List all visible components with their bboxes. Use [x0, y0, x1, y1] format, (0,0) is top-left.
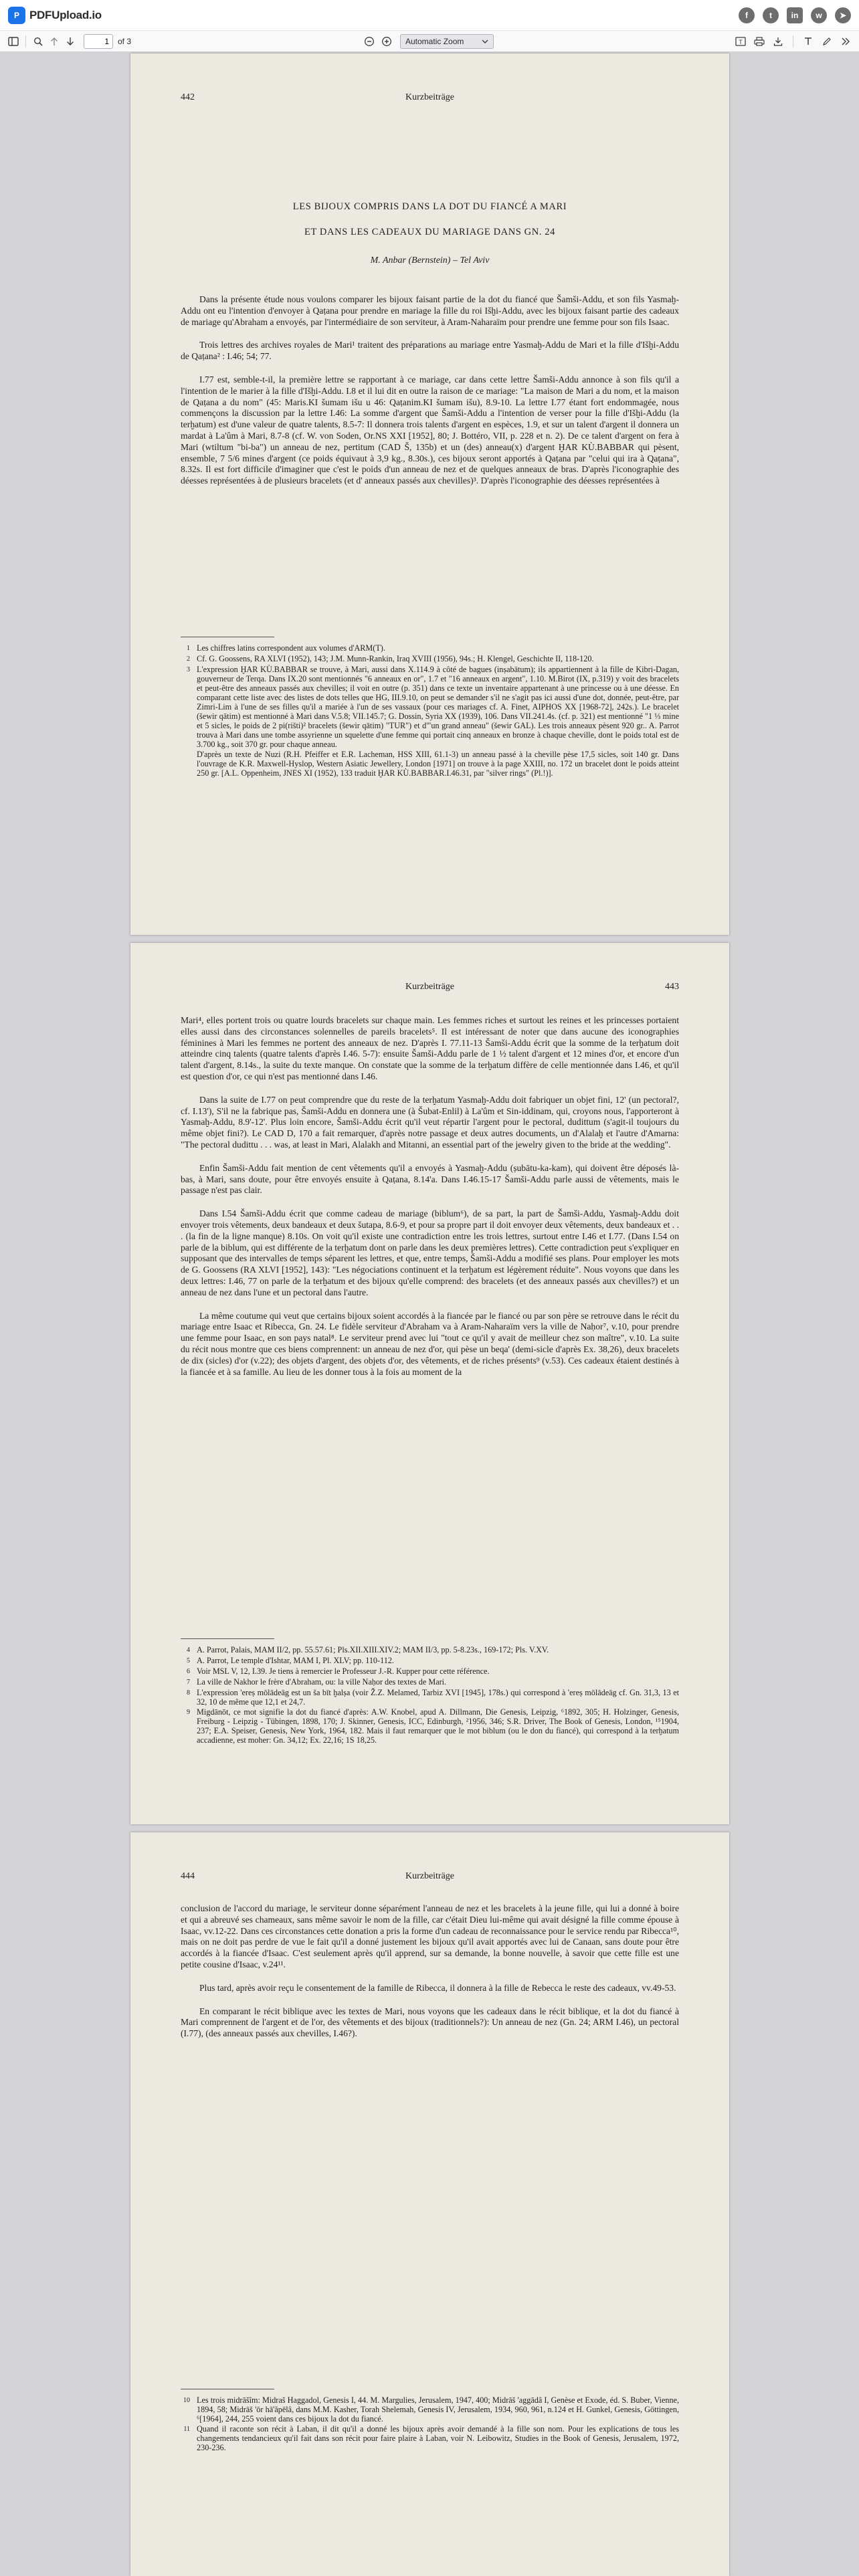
site-header [0, 0, 859, 31]
linkedin-share-icon[interactable]: in [787, 7, 803, 23]
print-icon[interactable] [751, 33, 767, 49]
footnotes [181, 643, 679, 778]
zoom-controls [361, 33, 494, 49]
page-number: 443 [665, 982, 679, 992]
footnote: 1 Les chiffres latins correspondent aux volumes d'ARM(T). [187, 643, 385, 653]
footnote: 6 Voir MSL V, 12, I.39. Je tiens à remercier le Professeur J.-R. Kupper pour cette référence. [187, 1667, 490, 1676]
page-count-label: of 3 [118, 36, 132, 46]
svg-text:T: T [739, 39, 743, 45]
footnote: 5 A. Parrot, Le temple d'Ishtar, MAM I, Pl. XLV; pp. 110-112. [187, 1656, 394, 1665]
find-icon[interactable] [30, 33, 46, 49]
footnote: 2 Cf. G. Goossens, RA XLVI (1952), 143; J.M. Munn-Rankin, Iraq XVIII (1956), 94s.; H. Klengel, Geschichte II, 118-120. [187, 654, 594, 663]
zoom-select-value: Automatic Zoom [405, 37, 464, 46]
article-title-line: ET DANS LES CADEAUX DU MARIAGE DANS GN. 24 [304, 227, 555, 237]
footnotes [181, 2395, 679, 2453]
sidebar-toggle-icon[interactable] [5, 33, 21, 49]
pdf-page-3 [130, 1832, 729, 2576]
body-text [181, 294, 679, 491]
presentation-mode-icon[interactable] [733, 33, 749, 49]
paragraph: Trois lettres des archives royales de Mari¹ traitent des préparations au mariage entre Yasmaḫ-Addu de Mari et la fille d'Išḫi-Addu de Qaṭana² : I.46; 54; 77. [181, 340, 679, 362]
paragraph: Mari⁴, elles portent trois ou quatre lourds bracelets sur chaque main. Les femmes riches et surtout les reines et les princesses portaient elles aussi dans des circonstances solennelles de pareils bracelets⁵. Il est intéressant de noter que dans aucune des iconographies féminines à Mari les femmes ne portent des anneaux de nez. D'après I. 77.11-13 Šamši-Addu écrit que la somme de la terḫatum doit atteindre cinq talents (quatre talents d'après I.46. 5-7): ensuite Šamši-Addu parle de 1 ½ talent d'argent et 12 mines d'or, et encore d'un talent d'argent, 8.14s., la suite du texte manque. On constate que la somme de la terḫatum diffère de celle mentionnée dans I.46, et qu'il est question d'or, ce qui n'est pas mentionné dans I.46. [181, 1015, 679, 1081]
more-tools-icon[interactable] [838, 33, 854, 49]
article-title-line: LES BIJOUX COMPRIS DANS LA DOT DU FIANCÉ A MARI [292, 201, 567, 212]
page-number: 444 [181, 1871, 195, 1881]
footnote: 8 L'expression 'ereṣ mōlādeāg est un ša bīt ḫalṣa (voir Ž.Z. Melamed, Tarbiz XVI [1945], 178s.) qui correspond à 'ereṣ mōlādeāg cf. Gn. 31,3, 13 et 32, 10 de même que 12,1 et 24,7. [187, 1688, 679, 1707]
footnote: D'après un texte de Nuzi (R.H. Pfeiffer et E.R. Lacheman, HSS XIII, 61.1-3) un anneau passé à la cheville pèse 17,5 sicles, soit 140 gr. Dans l'ouvrage de K.R. Maxwell-Hyslop, Western Asiatic Jewellery, London [1971] on trouve à la page XXIII, no. 172 un bracelet dont le poids atteint 250 gr. [A.L. Oppenheim, JNES XI (1952), 133 traduit ḪAR KÙ.BABBAR.I.46.31, par "silver rings" (Pl.!)]. [197, 750, 679, 778]
footnote: 4 A. Parrot, Palais, MAM II/2, pp. 55.57.61; Pls.XII.XIII.XIV.2; MAM II/3, pp. 5-8.23s., 169-172; Pls. V.XV. [187, 1645, 549, 1654]
page-number: 442 [181, 92, 195, 102]
paragraph: Dans I.54 Šamši-Addu écrit que comme cadeau de mariage (biblum⁶), de sa part, la part de Šamši-Addu, Yasmaḫ-Addu doit envoyer trois vêtements, deux bandeaux et deux šutapa, 8.6-9, et pour sa propre part il doit envoyer deux vêtements, deux bandeaux et . . . (la fin de la ligne manque) 8.10s. On voit qu'il existe une contradiction entre les trois lettres, surtout entre I.46 et I.77. (Dans I.54 on parle de la biblum, qui est différente de la terḫatum dont on parle dans les deux premières lettres). Cette contradiction peut s'expliquer en supposant que des intervalles de temps séparent les lettres, et que, entre temps, Šamši-Addu a modifié ses plans. Pour employer les mots de G. Goossens (RA XLVI [1952], 143): "Les négociations continuent et la terḫatum est légèrement réduite". Nous voyons que dans les deux lettres: I.46, 77 on parle de la terḫatum et des bijoux qu'elle comprend: des bracelets (et des anneaux passés aux chevilles?) et un anneau de nez dans l'une et un pectoral dans l'autre. [181, 1208, 679, 1297]
site-logo-text: PDFUpload.io [29, 8, 102, 21]
running-head: Kurzbeiträge [405, 1871, 455, 1881]
pdf-page-1 [130, 53, 729, 935]
footnote: 9 Migdānōt, ce mot signifie la dot du fiancé d'après: A.W. Knobel, apud A. Dillmann, Die Genesis, Leipzig, ⁶1892, 305; H. Holzinger, Genesis, Freiburg - Leipzig - Tübingen, 1898, 170; J. Skinner, Genesis, ICC, Edinburgh, ²1956, 346; S.R. Driver, The Book of Genesis, London, ¹⁵1904, 237; E.A. Speiser, Genesis, New York, 1964, 182. Mais il faut remarquer que le mot biblum (ou le don du fiancé), qui correspond à la terḫatum accadienne, est moher: Gn. 34,12; Ex. 22,16; 1S 18,25. [187, 1707, 679, 1745]
paragraph: Enfin Šamši-Addu fait mention de cent vêtements qu'il a envoyés à Yasmaḫ-Addu (ṣubātu-ka-kam), qui doivent être déposés là-bas, à Mari, sans doute, pour être envoyés ensuite à Qaṭana, 8.14'a. Dans I.46.15-17 Šamši-Addu parle aussi de vêtements, mais le passage n'est pas clair. [181, 1162, 679, 1196]
draw-tool-icon[interactable] [819, 33, 835, 49]
paragraph: conclusion de l'accord du mariage, le serviteur donne séparément l'anneau de nez et les bracelets à la jeune fille, qui lui a donné à boire et qui a abreuvé ses chameaux, sans même savoir le nom de la fille, car c'était Dieu lui-même qui avait désigné la fille comme épouse à Isaac, vv.12-22. Dans ces circonstances cette donation a pris la forme d'un cadeau de reconnaissance pour le service rendu par Ribecca¹⁰, mais on ne doit pas perdre de vue le fait qu'il a donné justement les bijoux qu'il avait apportés avec lui de Canaan, sans doute pour être accordés à la fiancée d'Isaac. C'est seulement après qu'il apprend, sur sa demande, la bonne nouvelle, à savoir que cette fille est une petite cousine d'Isaac, v.24¹¹. [181, 1903, 679, 1969]
pdf-page-2 [130, 943, 729, 1824]
share-buttons [739, 7, 851, 23]
pdf-toolbar [0, 31, 859, 52]
zoom-out-icon[interactable] [361, 33, 377, 49]
previous-page-icon[interactable] [46, 33, 62, 49]
paragraph: La même coutume qui veut que certains bijoux soient accordés à la fiancée par le fiancé ou par son père se retrouve dans le récit du mariage entre Isaac et Ribecca, Gn. 24. Le fidèle serviteur d'Abraham va à Aram-Naharaïm vers la ville de Naḥor⁷, v.10, pour prendre une femme pour Isaac, en son pays natal⁸. Le serviteur prend avec lui "tout ce qu'il y avait de meilleur chez son maître", v.10. La suite du récit nous montre que ces biens comprennent: un anneau de nez d'or, qui pèse un beqa' (demi-sicle d'après Ex. 38,26), deux bracelets de dix (sicles) d'or (v.22); des objets d'argent, des objets d'or, des vêtements, et de riches présents⁹ (v.53). Ces cadeaux étaient destinés à la fiancée et à sa famille. Au lieu de les donner tous à la fois au moment de la [181, 1310, 679, 1377]
page-number-input[interactable] [84, 34, 113, 49]
paragraph: Dans la suite de I.77 on peut comprendre que du reste de la terḫatum Yasmaḫ-Addu doit fabriquer un objet fini, 12' (un pectoral?, cf. I.13'), S'il ne la fabrique pas, Šamši-Addu en donnera une (à Šubat-Enlil) à La'ûm et Sin-iddinam, qui, croyons nous, l'apporteront à Yasmaḫ-Addu, 8.9'-12'. Plus loin encore, Šamši-Addu écrit qu'il veut répartir l'argent pour le pectoral, dudittum (s'agit-il toujours du même objet fini?). Le CAD D, 170 a fait remarquer, d'après notre passage et deux autres documents, un d'Alalaḫ et l'autre d'Amarna: "The pectoral dudittu . . . was, at least in Mari, Alalakh and Mitanni, an essential part of the jewelry given to the bride at the wedding". [181, 1094, 679, 1150]
footnote-rule [181, 1638, 274, 1639]
twitter-share-icon[interactable]: t [763, 7, 779, 23]
telegram-share-icon[interactable]: ➤ [835, 7, 851, 23]
running-head: Kurzbeiträge [405, 92, 455, 102]
body-text [181, 1903, 679, 2044]
toolbar-right-tools [733, 33, 854, 49]
article-title [181, 199, 679, 239]
text-tool-icon[interactable] [800, 33, 816, 49]
footnote: 3 L'expression ḪAR KÙ.BABBAR se trouve, à Mari, aussi dans X.114.9 à côté de bagues (inṣabātum); ils appartiennent à la fille de Kibri-Dagan, gouverneur de Terqa. Dans IX.20 sont mentionnés "6 anneaux en or", 1.7 et "16 anneaux en argent", 1.10. M.Birot (IX, p.319) y voit des bracelets et peut-être des anneaux passés aux chevilles; il voit en outre (p. 351) dans ce texte un inventaire appartenant à une princesse ou à une déesse. En comparant cette liste avec des listes de dots telles que HG, III.9.10, on peut se demander s'il ne s'agit pas ici aussi d'une dot, donnée, peut-être, par Zimri-Lim à l'une de ses filles qu'il a mariée à l'un de ses vassaux (pour ces mariages cf. A. Finet, AIPHOS XX [1968-72], 242s.). Le bracelet (šewir qātim) est mentionné à Mari dans V.5.8; VII.145.7; G. Dossin, Syria XX (1939), 106. Dans VII.241.4s. (cf. p. 321) est mentionné "1 ⅓ mine et 5 sicles, le poids de 2 pi(rišti)² bracelets (šewir qātim) "TUR") et d'"un grand anneau" (šewir GAL). Les trois anneaux pèsent 920 gr.. A. Parrot trouva à Mari dans une tombe assyrienne un squelette d'une femme qui portait cinq anneaux en bronze à chaque cheville, dont le poids total est de 3.700 kg., soit 370 gr. pour chaque anneau. [187, 665, 679, 749]
site-logo[interactable] [8, 7, 102, 24]
zoom-in-icon[interactable] [379, 33, 395, 49]
paragraph: Plus tard, après avoir reçu le consentement de la famille de Ribecca, il donnera à la fille de Rebecca le reste des cadeaux, vv.49-53. [199, 1982, 676, 1993]
zoom-select[interactable] [400, 34, 494, 49]
article-author [181, 255, 679, 266]
paragraph: En comparant le récit biblique avec les textes de Mari, nous voyons que les cadeaux dans le récit biblique, et la dot du fiancé à Mari comprennent de l'argent et de l'or, des vêtements et des bijoux (traditionnels?): Un anneau de nez (Gn. 24; ARM I.46), un pectoral (I.77), (des anneaux passés aux chevilles, I.46?). [181, 2006, 679, 2039]
facebook-share-icon[interactable]: f [739, 7, 755, 23]
body-text [181, 1015, 679, 1382]
chevron-down-icon [482, 39, 488, 43]
pdfupload-logo-icon: P [8, 7, 25, 24]
footnote: 11 Quand il raconte son récit à Laban, il dit qu'il a donné les bijoux après avoir demandé à la fille son nom. Pour les explications de tous les changements tendancieux qu'il fait dans son récit pour faire plaire à Laban, voir N. Leibowitz, Studies in the Book of Genesis, Jerusalem, 1972, 230-236. [183, 2424, 679, 2452]
author-name: M. Anbar (Bernstein) – Tel Aviv [370, 255, 490, 265]
footnotes [181, 1645, 679, 1745]
footnote: 10 Les trois midrāšîm: Midraš Haggadol, Genesis I, 44. M. Margulies, Jerusalem, 1947, 400; Midrāš 'aggādâ I, Genèse et Exode, éd. S. Buber, Vienne, 1894, 58; Midrāš 'ōr hā'ăpēlâ, dans M.M. Kasher, Torah Shelemah, Genesis IV, Jerusalem, 1934, 960, 961, n.124 et H. Gunkel, Genesis, Göttingen, ⁶[1964], 244, 255 voient dans ces bijoux la dot du fiancé. [183, 2395, 679, 2424]
save-icon[interactable] [770, 33, 786, 49]
paragraph: Dans la présente étude nous voulons comparer les bijoux faisant partie de la dot du fiancé que Šamši-Addu, et son fils Yasmaḫ-Addu ont eu l'intention d'envoyer à Qaṭana pour prendre en mariage la fille du roi Išḫi-Addu, avec les bijoux faisant partie des cadeaux de mariage qu'Abraham a envoyés, par l'intermédiaire de son serviteur, à Aram-Naharaïm pour prendre une femme pour son fils Isaac. [181, 294, 679, 327]
next-page-icon[interactable] [62, 33, 78, 49]
whatsapp-share-icon[interactable]: w [811, 7, 827, 23]
footnote: 7 La ville de Nakhor le frère d'Abraham, ou: la ville Naḥor des textes de Mari. [187, 1677, 447, 1687]
paragraph: I.77 est, semble-t-il, la première lettre se rapportant à ce mariage, car dans cette lettre Šamši-Addu annonce à son fils qu'il a l'intention de le marier à la fille d'Išḫi-Addu. I.8 et il lui dit en outre la raison de ce mariage: "La maison de Mari a du nom, et la maison de Qaṭana a du nom" (45: Maris.KI šumam išu u 46: Qaṭanim.KI šumam išu), 8.9-10. La lettre I.77 étant fort endommagée, nous commençons la discussion par la lettre I.46: La somme d'argent que Šamši-Addu a l'intention de verser pour la fille d'Išḫi-Addu (la terḫatum) est d'une valeur de quatre talents, 8.5-7: Il donnera trois talents d'argent en espèces, 1.9, et sur un talent d'argent il donnera un mardat à La'ûm à Mari, 8.7-8 (cf. W. von Soden, Or.NS XXI [1952], 80; J. Bottéro, VII, p. 228 et n. 2). De ce talent d'argent on fera à Mari (wtiltum "bi-ba") un anneau de nez, pertitum (CAD Š, 135b) et un (des) anneau(x) d'argent ḪAR KÙ.BABBAR qui pèsent, ensemble, 7 5/6 mines d'argent (ce poids équivaut à 3,9 kg., 8.30s.), ces bijoux seront apportés à Qaṭana par "celui qui ira à Qaṭana", 8.32s. Il est fort difficile d'imaginer que c'est le poids d'un anneau de nez et de quelques anneaux de bras. D'après l'iconographie des déesses représentées à de plusieurs bracelets (et d' anneaux passés aux chevilles)³. D'après l'iconographie des déesses représentées à [181, 374, 679, 486]
running-head: Kurzbeiträge [405, 982, 455, 992]
